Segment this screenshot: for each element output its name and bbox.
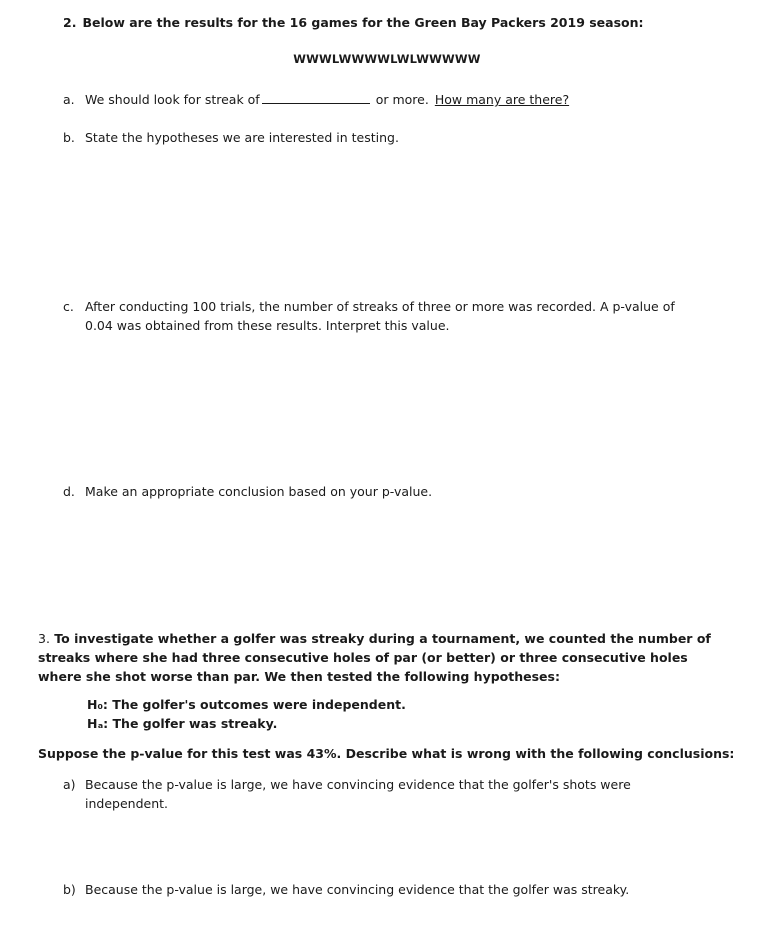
null-hypothesis: H₀: The golfer's outcomes were independent. [87, 697, 406, 712]
question-3a-line1: Because the p-value is large, we have convincing evidence that the golfer's shots were [85, 777, 631, 792]
question-2-heading [63, 15, 644, 30]
streak-length-blank[interactable] [262, 91, 370, 104]
question-2a-label: a. [63, 92, 75, 107]
question-3a-line2: independent. [85, 796, 168, 811]
question-2c-line1: After conducting 100 trials, the number of streaks of three or more was recorded. A p-value of [85, 299, 675, 314]
question-2b-label: b. [63, 130, 75, 145]
question-2b [63, 130, 399, 145]
question-2d-text: Make an appropriate conclusion based on your p-value. [85, 484, 433, 499]
question-3b-label: b) [63, 882, 76, 897]
alternative-hypothesis: Hₐ: The golfer was streaky. [87, 716, 278, 731]
question-3b-text: Because the p-value is large, we have convincing evidence that the golfer was streaky. [85, 882, 630, 897]
question-2b-text: State the hypotheses we are interested in testing. [85, 130, 399, 145]
question-2-number: 2. [63, 15, 77, 30]
game-results-sequence: WWWLWWWWLWLWWWWW [293, 52, 481, 66]
question-2c-label: c. [63, 299, 74, 314]
question-2a [63, 91, 569, 107]
question-2d-label: d. [63, 484, 75, 499]
question-3a [63, 775, 631, 813]
question-3a-label: a) [63, 777, 76, 792]
question-3b [63, 882, 629, 897]
question-2d [63, 484, 432, 499]
question-2-heading-text: Below are the results for the 16 games for the Green Bay Packers 2019 season: [82, 15, 644, 30]
question-2a-question: How many are there? [434, 92, 570, 107]
question-2c-line2: 0.04 was obtained from these results. Interpret this value. [85, 318, 450, 333]
question-3-heading-text: To investigate whether a golfer was streaky during a tournament, we counted the number of streaks where she had three consecutive holes of par (or better) or three consecutive holes where she shot worse than par. We then tested the following hypotheses: [38, 631, 711, 684]
question-2a-text-before: We should look for streak of [85, 92, 260, 107]
question-2c [63, 297, 675, 335]
suppose-statement: Suppose the p-value for this test was 43%. Describe what is wrong with the following conclusions: [38, 746, 735, 761]
question-2a-text-after: or more. [375, 92, 429, 107]
question-3-number: 3. [38, 631, 50, 646]
question-3-heading [38, 629, 728, 686]
